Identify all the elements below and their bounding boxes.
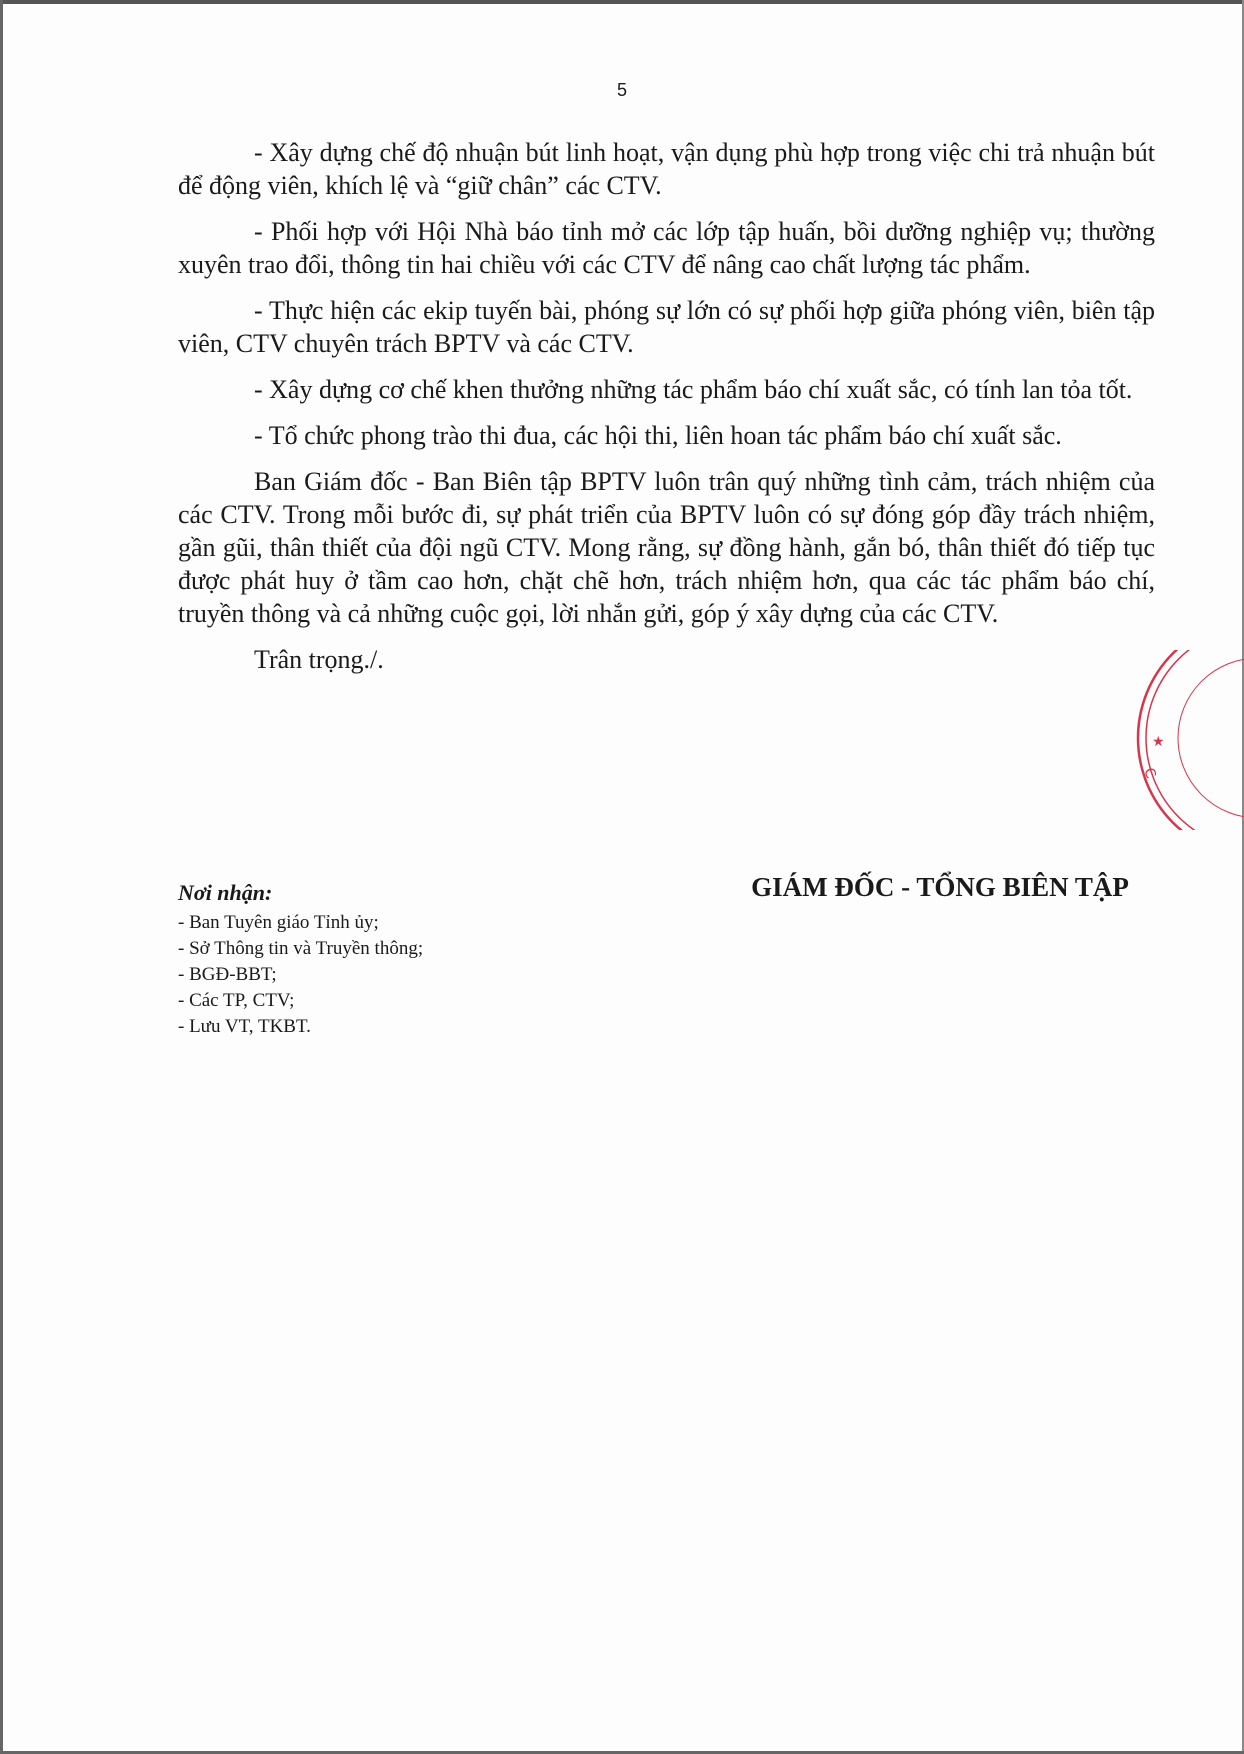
recipient-item: - Sở Thông tin và Truyền thông; [178, 938, 424, 959]
seal-icon [1108, 650, 1244, 830]
paragraph-training: - Phối hợp với Hội Nhà báo tỉnh mở các lớp tập huấn, bồi dưỡng nghiệp vụ; thường xuyên trao đổi, thông tin hai chiều với các CTV để nâng cao chất lượng tác phẩm. [178, 217, 1155, 279]
recipients-block [178, 878, 638, 1040]
recipient-item: - BGĐ-BBT; [178, 964, 277, 985]
paragraph-ekip: - Thực hiện các ekip tuyến bài, phóng sự lớn có sự phối hợp giữa phóng viên, biên tập viên, CTV chuyên trách BPTV và các CTV. [178, 296, 1155, 358]
paragraph-gratitude: Ban Giám đốc - Ban Biên tập BPTV luôn trân quý những tình cảm, trách nhiệm của các CTV. Trong mỗi bước đi, sự phát triển của BPTV luôn có sự đóng góp đầy trách nhiệm, gần gũi, thân thiết của đội ngũ CTV. Mong rằng, sự đồng hành, gắn bó, thân thiết đó tiếp tục được phát huy ở tầm cao hơn, chặt chẽ hơn, trách nhiệm hơn, qua các tác phẩm báo chí, truyền thông và cả những cuộc gọi, lời nhắn gửi, góp ý xây dựng của các CTV. [178, 467, 1155, 628]
paragraph-royalty: - Xây dựng chế độ nhuận bút linh hoạt, vận dụng phù hợp trong việc chi trả nhuận bút để động viên, khích lệ và “giữ chân” các CTV. [178, 138, 1155, 200]
recipient-item: - Ban Tuyên giáo Tỉnh ủy; [178, 912, 379, 933]
seal-letter: C [1140, 765, 1159, 781]
official-seal [1108, 650, 1244, 830]
scan-border-top [0, 0, 1244, 4]
recipient-item: - Lưu VT, TKBT. [178, 1016, 311, 1037]
closing-line: Trân trọng./. [254, 645, 384, 674]
paragraph-emulation: - Tổ chức phong trào thi đua, các hội thi, liên hoan tác phẩm báo chí xuất sắc. [254, 421, 1062, 450]
svg-text:★: ★ [1152, 734, 1165, 750]
signature-title: GIÁM ĐỐC - TỔNG BIÊN TẬP [751, 872, 1129, 902]
scan-border-left [0, 0, 3, 1754]
recipient-item: - Các TP, CTV; [178, 990, 295, 1011]
recipients-list [178, 910, 638, 1040]
page-number: 5 [616, 80, 627, 100]
document-body [178, 136, 1155, 689]
paragraph-rewards: - Xây dựng cơ chế khen thưởng những tác phẩm báo chí xuất sắc, có tính lan tỏa tốt. [254, 375, 1133, 404]
recipients-title: Nơi nhận: [178, 880, 273, 905]
